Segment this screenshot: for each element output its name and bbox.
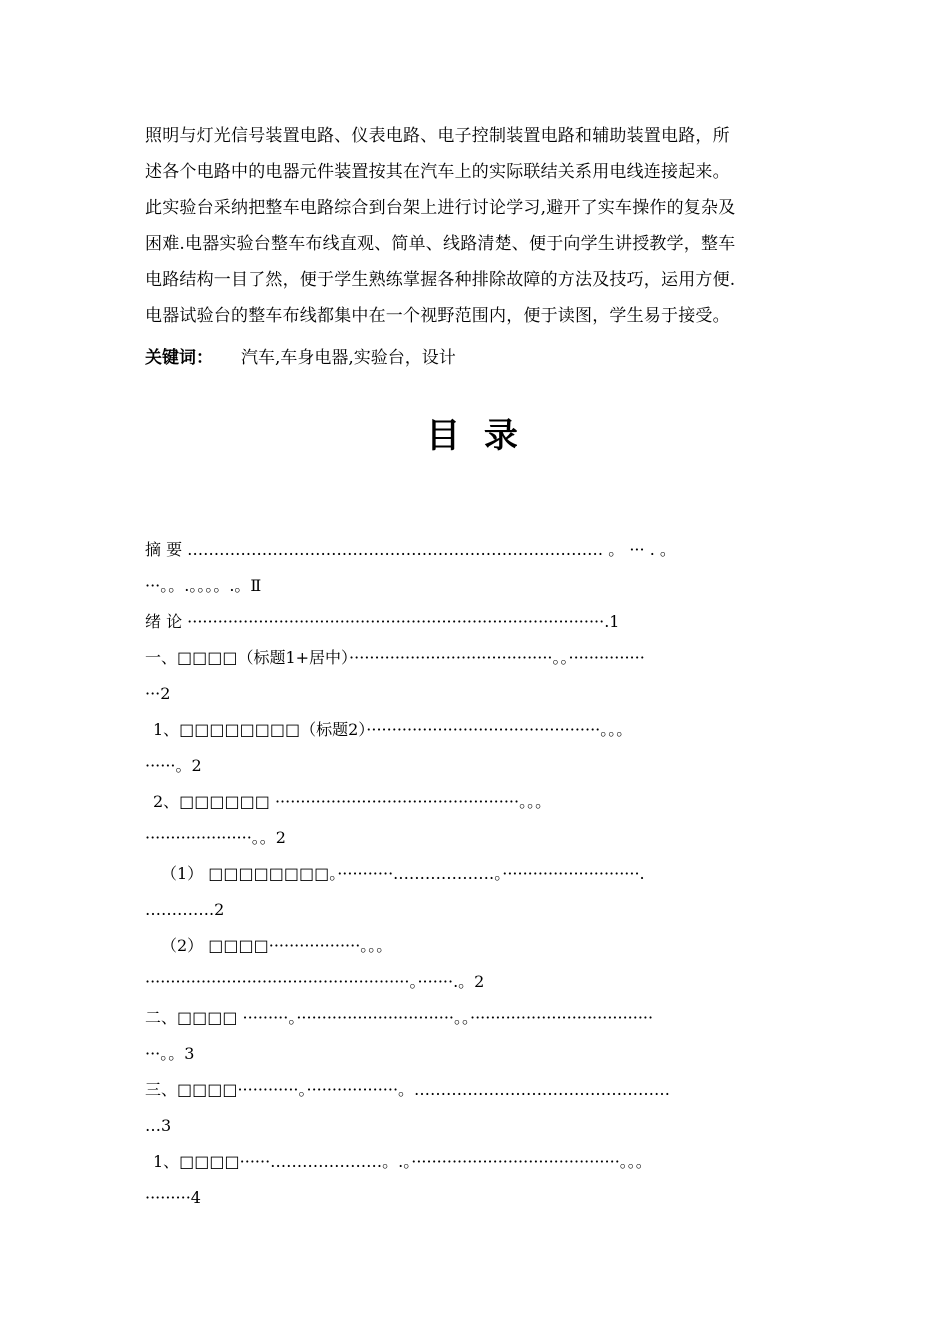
toc-entry-section-3-1[interactable]: 1、□□□□······…………………。.。·········································。。。 bbox=[153, 1152, 652, 1171]
toc-entry-chapter-3[interactable]: 三、□□□□············。··················。………………………………………… bbox=[145, 1080, 671, 1099]
toc-entry-subsection-1[interactable]: （1） □□□□□□□□。···········.………………。···························. bbox=[161, 864, 645, 883]
abstract-body bbox=[145, 118, 815, 334]
toc-entry-continuation: ···。。.。。。。.。Ⅱ bbox=[145, 576, 262, 595]
abstract-line: 电路结构一目了然，便于学生熟练掌握各种排除故障的方法及技巧，运用方便. bbox=[145, 270, 736, 290]
toc-title: 目 录 bbox=[426, 416, 524, 456]
toc-entry-introduction[interactable]: 绪 论 ··················································································.1 bbox=[145, 612, 620, 631]
toc-entry-section-1-1[interactable]: 1、□□□□□□□□（标题2）··············································。。。 bbox=[153, 720, 633, 739]
keywords-label: 关键词： bbox=[145, 348, 213, 368]
abstract-line: 此实验台采纳把整车电路综合到台架上进行讨论学习,避开了实车操作的复杂及 bbox=[145, 198, 736, 218]
toc-entry-continuation: ···2 bbox=[145, 684, 171, 703]
toc-entry-continuation: ······。2 bbox=[145, 756, 202, 775]
toc-entry-continuation: ·····················。。2 bbox=[145, 828, 286, 847]
abstract-line: 困难.电器实验台整车布线直观、简单、线路清楚、便于向学生讲授教学，整车 bbox=[145, 234, 736, 254]
toc-entry-section-1-2[interactable]: 2、□□□□□□ ················································。。。 bbox=[153, 792, 552, 811]
abstract-line: 电器试验台的整车布线都集中在一个视野范围内，便于读图，学生易于接受。 bbox=[145, 306, 730, 326]
toc-entry-chapter-1[interactable]: 一、□□□□（标题1+居中）········································。。··············· bbox=[145, 648, 645, 667]
toc-entry-chapter-2[interactable]: 二、□□□□ ·········。·······························。。···································· bbox=[145, 1008, 654, 1027]
abstract-line: 述各个电路中的电器元件装置按其在汽车上的实际联结关系用电线连接起来。 bbox=[145, 162, 730, 182]
table-of-contents bbox=[145, 532, 815, 1216]
toc-entry-continuation: ····················································。·······.。2 bbox=[145, 972, 485, 991]
abstract-line: 照明与灯光信号装置电路、仪表电路、电子控制装置电路和辅助装置电路，所 bbox=[145, 126, 730, 146]
toc-entry-continuation: ·········4 bbox=[145, 1188, 201, 1207]
toc-entry-abstract[interactable]: 摘 要 …………………………………………………………………… 。 ··· . 。 bbox=[145, 540, 676, 559]
keywords-row bbox=[145, 340, 456, 376]
keywords-value: 汽车,车身电器,实验台，设计 bbox=[241, 348, 456, 368]
toc-entry-continuation: ………….2 bbox=[145, 900, 225, 919]
toc-entry-continuation: …3 bbox=[145, 1116, 172, 1135]
toc-entry-continuation: ···。。3 bbox=[145, 1044, 195, 1063]
toc-entry-subsection-2[interactable]: （2） □□□□··················。。。 bbox=[161, 936, 393, 955]
